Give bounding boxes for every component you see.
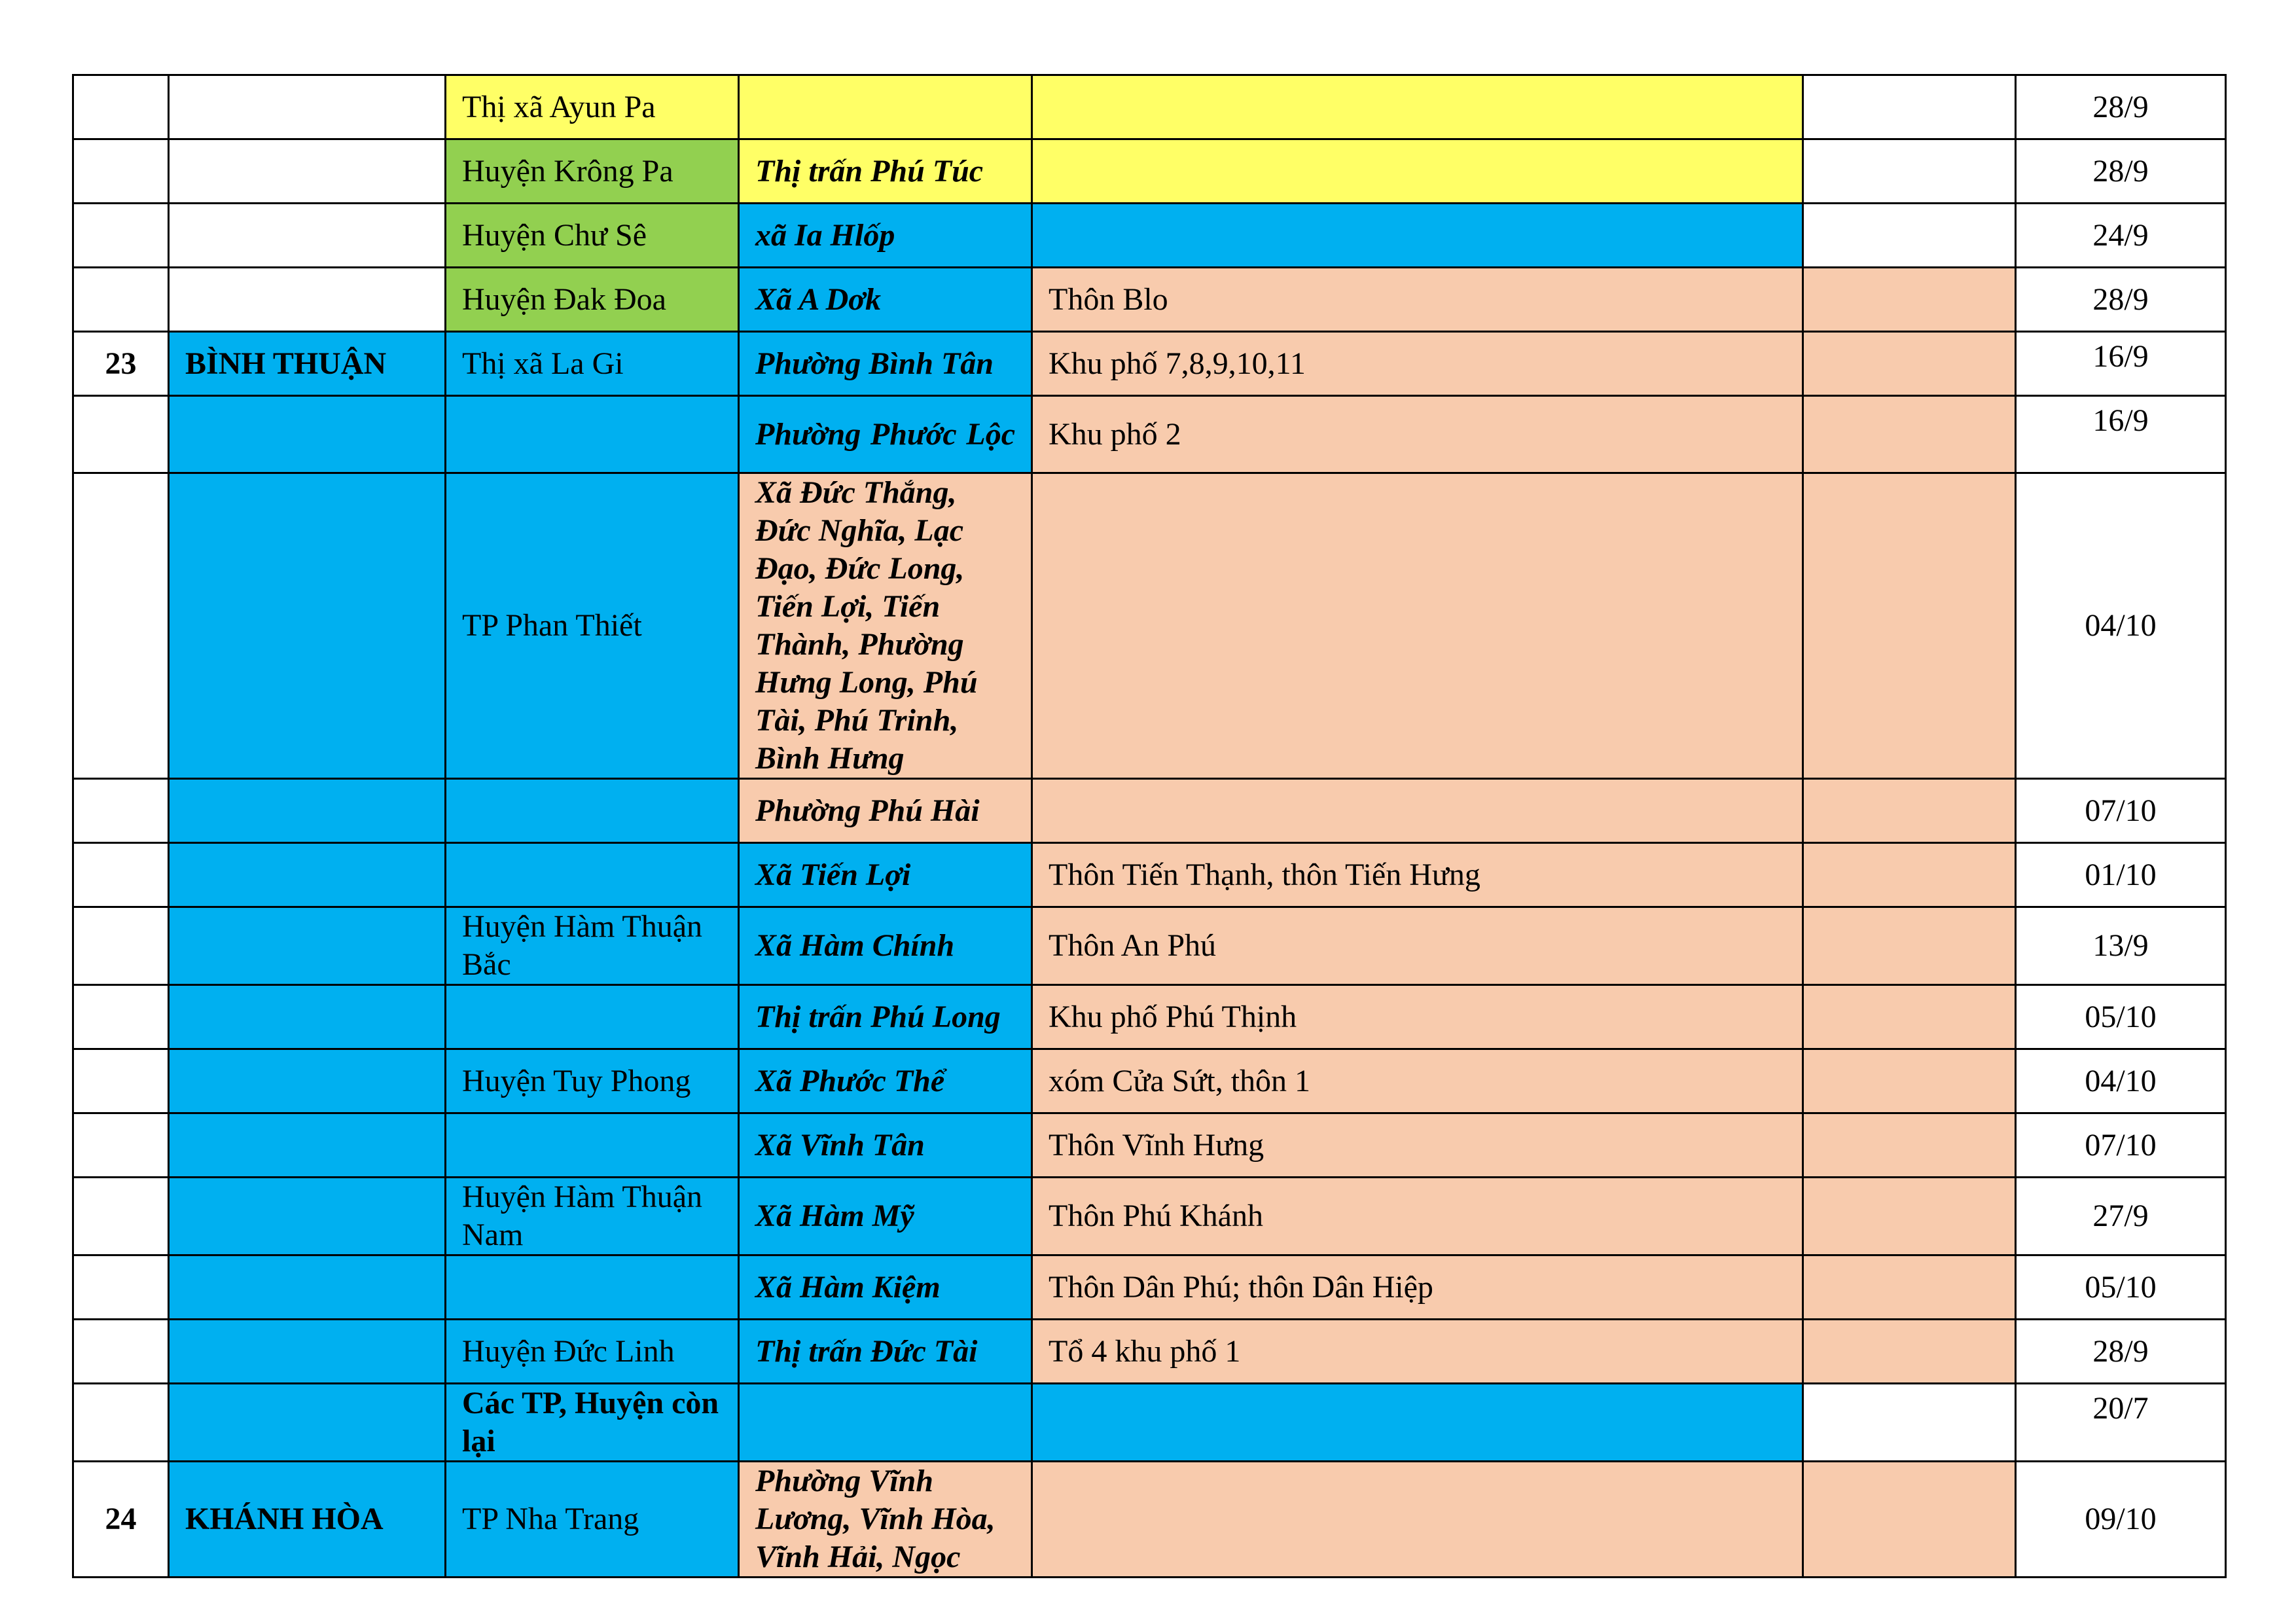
ward-cell: Thị trấn Phú Long xyxy=(739,985,1032,1049)
village-cell: xóm Cửa Sứt, thôn 1 xyxy=(1032,1049,1803,1113)
table-row xyxy=(73,268,2226,332)
row-number xyxy=(73,779,169,843)
village-cell xyxy=(1032,204,1803,268)
row-number xyxy=(73,1049,169,1113)
date-cell: 04/10 xyxy=(2016,473,2226,779)
district-cell xyxy=(446,1255,739,1320)
province-cell xyxy=(169,139,446,204)
note-cell xyxy=(1803,139,2016,204)
ward-cell: Xã Hàm Chính xyxy=(739,907,1032,985)
ward-cell xyxy=(739,1384,1032,1462)
province-cell xyxy=(169,75,446,139)
date-cell: 16/9 xyxy=(2016,396,2226,473)
province-cell xyxy=(169,396,446,473)
village-cell: Khu phố Phú Thịnh xyxy=(1032,985,1803,1049)
village-cell: Khu phố 2 xyxy=(1032,396,1803,473)
note-cell xyxy=(1803,268,2016,332)
village-cell: Khu phố 7,8,9,10,11 xyxy=(1032,332,1803,396)
note-cell xyxy=(1803,1255,2016,1320)
table-row xyxy=(73,907,2226,985)
note-cell xyxy=(1803,1384,2016,1462)
village-cell: Thôn Tiến Thạnh, thôn Tiến Hưng xyxy=(1032,843,1803,907)
date-cell: 28/9 xyxy=(2016,75,2226,139)
ward-cell: Xã Hàm Kiệm xyxy=(739,1255,1032,1320)
province-cell xyxy=(169,1320,446,1384)
ward-cell: Phường Phú Hài xyxy=(739,779,1032,843)
village-cell: Tổ 4 khu phố 1 xyxy=(1032,1320,1803,1384)
table-row xyxy=(73,332,2226,396)
row-number xyxy=(73,473,169,779)
row-number xyxy=(73,204,169,268)
date-cell: 27/9 xyxy=(2016,1178,2226,1255)
district-cell xyxy=(446,779,739,843)
note-cell xyxy=(1803,396,2016,473)
date-cell: 05/10 xyxy=(2016,985,2226,1049)
note-cell xyxy=(1803,204,2016,268)
ward-cell: Xã A Dơk xyxy=(739,268,1032,332)
date-cell: 01/10 xyxy=(2016,843,2226,907)
province-cell xyxy=(169,779,446,843)
district-cell: Huyện Đức Linh xyxy=(446,1320,739,1384)
row-number xyxy=(73,75,169,139)
province-cell xyxy=(169,1255,446,1320)
date-cell: 24/9 xyxy=(2016,204,2226,268)
ward-cell: xã Ia Hlốp xyxy=(739,204,1032,268)
ward-cell: Xã Hàm Mỹ xyxy=(739,1178,1032,1255)
district-cell: Huyện Krông Pa xyxy=(446,139,739,204)
province-cell: BÌNH THUẬN xyxy=(169,332,446,396)
row-number: 23 xyxy=(73,332,169,396)
ward-cell: Xã Tiến Lợi xyxy=(739,843,1032,907)
row-number xyxy=(73,1320,169,1384)
note-cell xyxy=(1803,907,2016,985)
row-number xyxy=(73,985,169,1049)
date-cell: 28/9 xyxy=(2016,1320,2226,1384)
village-cell: Thôn An Phú xyxy=(1032,907,1803,985)
note-cell xyxy=(1803,1178,2016,1255)
note-cell xyxy=(1803,473,2016,779)
table-row xyxy=(73,204,2226,268)
district-cell: Huyện Đak Đoa xyxy=(446,268,739,332)
row-number xyxy=(73,139,169,204)
ward-cell: Phường Phước Lộc xyxy=(739,396,1032,473)
note-cell xyxy=(1803,779,2016,843)
table-row xyxy=(73,779,2226,843)
district-cell: Các TP, Huyện còn lại xyxy=(446,1384,739,1462)
row-number xyxy=(73,1384,169,1462)
village-cell xyxy=(1032,1384,1803,1462)
province-cell xyxy=(169,1178,446,1255)
province-cell xyxy=(169,1384,446,1462)
district-cell: TP Nha Trang xyxy=(446,1462,739,1578)
village-cell: Thôn Dân Phú; thôn Dân Hiệp xyxy=(1032,1255,1803,1320)
date-cell: 04/10 xyxy=(2016,1049,2226,1113)
row-number xyxy=(73,396,169,473)
table-row xyxy=(73,473,2226,779)
date-cell: 05/10 xyxy=(2016,1255,2226,1320)
ward-cell: Phường Bình Tân xyxy=(739,332,1032,396)
district-cell: Huyện Tuy Phong xyxy=(446,1049,739,1113)
village-cell: Thôn Phú Khánh xyxy=(1032,1178,1803,1255)
date-cell: 13/9 xyxy=(2016,907,2226,985)
row-number xyxy=(73,268,169,332)
date-cell: 07/10 xyxy=(2016,1113,2226,1178)
row-number xyxy=(73,1178,169,1255)
note-cell xyxy=(1803,985,2016,1049)
district-cell: Huyện Chư Sê xyxy=(446,204,739,268)
province-cell: KHÁNH HÒA xyxy=(169,1462,446,1578)
village-cell xyxy=(1032,1462,1803,1578)
date-cell: 20/7 xyxy=(2016,1384,2226,1462)
table-row xyxy=(73,1178,2226,1255)
note-cell xyxy=(1803,1113,2016,1178)
table-row xyxy=(73,1384,2226,1462)
table-row xyxy=(73,985,2226,1049)
note-cell xyxy=(1803,843,2016,907)
ward-cell: Xã Vĩnh Tân xyxy=(739,1113,1032,1178)
date-cell: 16/9 xyxy=(2016,332,2226,396)
village-cell: Thôn Vĩnh Hưng xyxy=(1032,1113,1803,1178)
province-cell xyxy=(169,1113,446,1178)
note-cell xyxy=(1803,1320,2016,1384)
district-cell: Huyện Hàm Thuận Nam xyxy=(446,1178,739,1255)
district-cell: TP Phan Thiết xyxy=(446,473,739,779)
ward-cell: Xã Đức Thắng, Đức Nghĩa, Lạc Đạo, Đức Long, Tiến Lợi, Tiến Thành, Phường Hưng Long, Phú Tài, Phú Trinh, Bình Hưng xyxy=(739,473,1032,779)
village-cell xyxy=(1032,779,1803,843)
district-cell xyxy=(446,396,739,473)
row-number xyxy=(73,1255,169,1320)
province-cell xyxy=(169,985,446,1049)
table-row xyxy=(73,1462,2226,1578)
village-cell xyxy=(1032,139,1803,204)
table-row xyxy=(73,1320,2226,1384)
district-cell: Huyện Hàm Thuận Bắc xyxy=(446,907,739,985)
note-cell xyxy=(1803,75,2016,139)
table-row xyxy=(73,1113,2226,1178)
table-row xyxy=(73,139,2226,204)
date-cell: 28/9 xyxy=(2016,139,2226,204)
note-cell xyxy=(1803,332,2016,396)
table-row xyxy=(73,1255,2226,1320)
row-number xyxy=(73,907,169,985)
district-cell: Thị xã La Gi xyxy=(446,332,739,396)
row-number xyxy=(73,1113,169,1178)
date-cell: 28/9 xyxy=(2016,268,2226,332)
province-cell xyxy=(169,204,446,268)
ward-cell xyxy=(739,75,1032,139)
table-row xyxy=(73,396,2226,473)
province-cell xyxy=(169,473,446,779)
province-cell xyxy=(169,843,446,907)
outbreak-area-table xyxy=(72,74,2227,1578)
note-cell xyxy=(1803,1049,2016,1113)
table-row xyxy=(73,843,2226,907)
table-row xyxy=(73,1049,2226,1113)
ward-cell: Thị trấn Đức Tài xyxy=(739,1320,1032,1384)
district-cell xyxy=(446,1113,739,1178)
province-cell xyxy=(169,907,446,985)
note-cell xyxy=(1803,1462,2016,1578)
date-cell: 07/10 xyxy=(2016,779,2226,843)
district-cell xyxy=(446,985,739,1049)
ward-cell: Phường Vĩnh Lương, Vĩnh Hòa, Vĩnh Hải, Ngọc xyxy=(739,1462,1032,1578)
ward-cell: Thị trấn Phú Túc xyxy=(739,139,1032,204)
village-cell: Thôn Blo xyxy=(1032,268,1803,332)
district-cell xyxy=(446,843,739,907)
table-row xyxy=(73,75,2226,139)
village-cell xyxy=(1032,75,1803,139)
village-cell xyxy=(1032,473,1803,779)
ward-cell: Xã Phước Thể xyxy=(739,1049,1032,1113)
district-cell: Thị xã Ayun Pa xyxy=(446,75,739,139)
province-cell xyxy=(169,1049,446,1113)
province-cell xyxy=(169,268,446,332)
row-number: 24 xyxy=(73,1462,169,1578)
row-number xyxy=(73,843,169,907)
date-cell: 09/10 xyxy=(2016,1462,2226,1578)
